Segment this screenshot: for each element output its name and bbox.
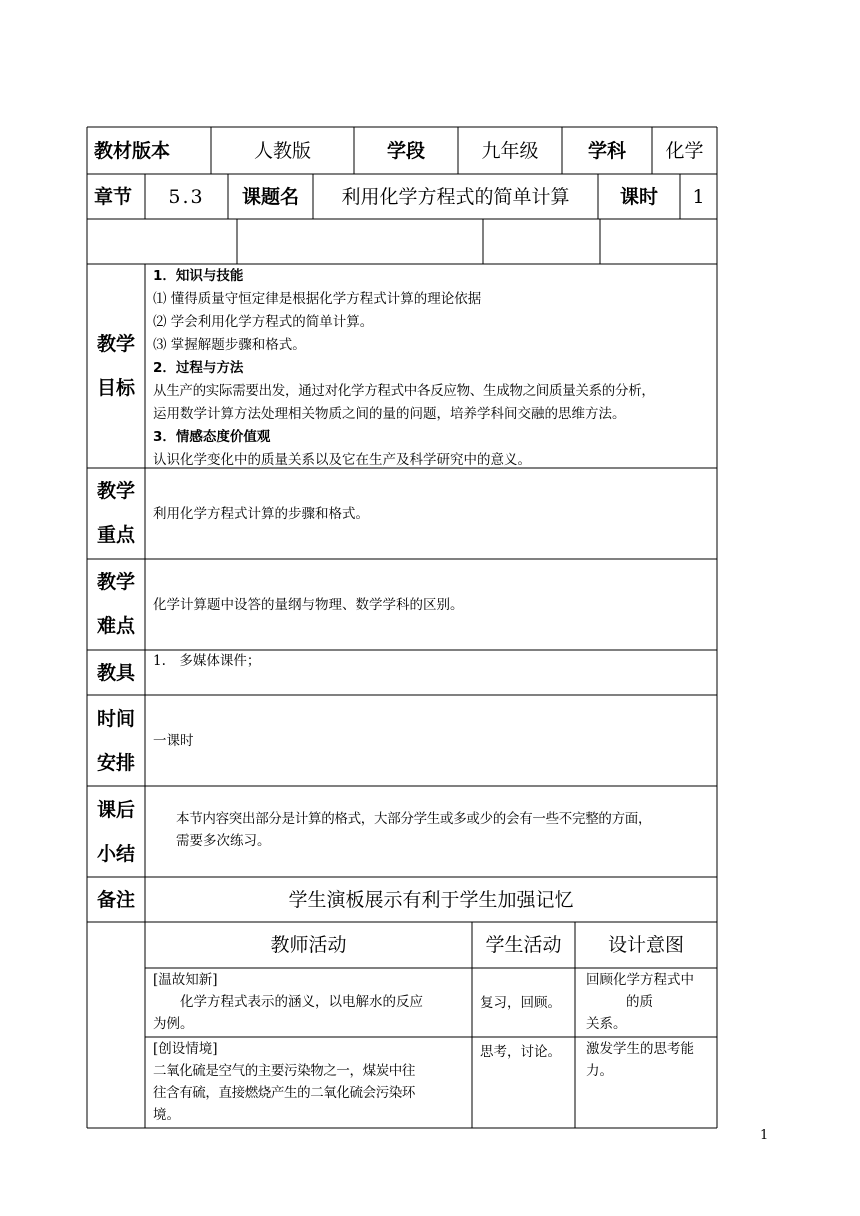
goal-heading-process: 2．过程与方法 [153, 360, 244, 376]
page-number: 1 [760, 1128, 769, 1143]
summary-content [176, 808, 716, 852]
header-design-intent: 设计意图 [607, 934, 684, 956]
goal-item: ⑴ 懂得质量守恒定律是根据化学方程式计算的理论依据 [153, 291, 482, 307]
header-student-activity: 学生活动 [485, 934, 562, 956]
teaching-goals-content [145, 265, 717, 472]
activity-design-cell [578, 969, 717, 1035]
chapter-value: 5.3 [168, 185, 205, 208]
goal-heading-attitude: 3．情感态度价值观 [153, 429, 271, 445]
activity-text-line: 的质 [626, 994, 653, 1010]
label-line: 安排 [96, 752, 135, 774]
label-line: 难点 [96, 615, 135, 637]
time-schedule-content: 一课时 [153, 732, 194, 749]
header-teacher-activity: 教师活动 [270, 934, 347, 956]
label-line: 教学 [96, 333, 135, 355]
goal-item: 运用数学计算方法处理相关物质之间的量的问题，培养学科间交融的思维方法。 [153, 406, 626, 422]
activity-text-line: 为例。 [153, 1016, 194, 1032]
activity-text-line: 化学方程式表示的涵义，以电解水的反应 [180, 994, 423, 1010]
label-line: 小结 [96, 843, 135, 865]
label-after-class-summary [87, 788, 145, 876]
school-stage-value: 九年级 [481, 139, 539, 162]
goal-heading-knowledge: 1．知识与技能 [153, 268, 244, 284]
activity-section-title: [温故知新] [153, 972, 218, 988]
summary-line: 本节内容突出部分是计算的格式，大部分学生或多或少的会有一些不完整的方面， [176, 811, 652, 827]
summary-line: 需要多次练习。 [176, 833, 271, 849]
label-difficulties [87, 560, 145, 648]
goal-item: ⑶ 掌握解题步骤和格式。 [153, 337, 306, 353]
label-key-points [87, 469, 145, 557]
activity-text-line: 境。 [153, 1107, 180, 1123]
label-line: 教学 [96, 480, 135, 502]
goal-item: 认识化学变化中的质量关系以及它在生产及科学研究中的意义。 [153, 452, 531, 468]
activity-design-cell [578, 1038, 717, 1082]
label-teaching-tools: 教具 [96, 661, 135, 684]
label-line: 课后 [96, 799, 135, 821]
label-class-period: 课时 [619, 185, 658, 208]
label-subject: 学科 [587, 139, 626, 162]
label-line: 时间 [96, 708, 135, 730]
activity-teacher-cell [145, 969, 472, 1035]
difficulties-content: 化学计算题中设答的量纲与物理、数学学科的区别。 [153, 596, 464, 613]
label-chapter: 章节 [94, 185, 133, 208]
activity-text-line: 二氧化硫是空气的主要污染物之一，煤炭中往 [153, 1063, 415, 1079]
goal-item: 从生产的实际需要出发，通过对化学方程式中各反应物、生成物之间质量关系的分析， [153, 383, 655, 399]
label-teaching-goals [87, 322, 145, 410]
label-time-schedule [87, 697, 145, 785]
textbook-version-value: 人教版 [253, 139, 311, 162]
remarks-content: 学生演板展示有利于学生加强记忆 [288, 888, 574, 911]
activity-text-line: 关系。 [586, 1016, 627, 1032]
activity-text-line: 往含有硫，直接燃烧产生的二氧化硫会污染环 [153, 1085, 415, 1101]
key-points-content: 利用化学方程式计算的步骤和格式。 [153, 505, 369, 522]
label-line: 目标 [96, 377, 135, 399]
goal-item: ⑵ 学会利用化学方程式的简单计算。 [153, 314, 374, 330]
subject-value: 化学 [665, 139, 704, 162]
label-topic: 课题名 [241, 185, 299, 208]
label-line: 重点 [96, 524, 135, 546]
label-line: 教学 [96, 571, 135, 593]
teaching-tools-content: 1. 多媒体课件； [153, 653, 261, 669]
activity-text-line: 激发学生的思考能 [586, 1041, 694, 1057]
activity-student-cell: 复习，回顾。 [480, 994, 561, 1011]
topic-value: 利用化学方程式的简单计算 [341, 185, 570, 208]
activity-text-line: 力。 [586, 1063, 613, 1079]
label-textbook-version: 教材版本 [94, 139, 171, 162]
label-school-stage: 学段 [386, 139, 425, 162]
activity-teacher-cell [145, 1038, 472, 1126]
activity-section-title: [创设情境] [153, 1041, 218, 1057]
activity-student-cell: 思考，讨论。 [480, 1044, 561, 1060]
activity-text-line: 回顾化学方程式中 [586, 972, 694, 988]
label-remarks: 备注 [96, 888, 135, 911]
class-period-value: 1 [692, 185, 705, 208]
